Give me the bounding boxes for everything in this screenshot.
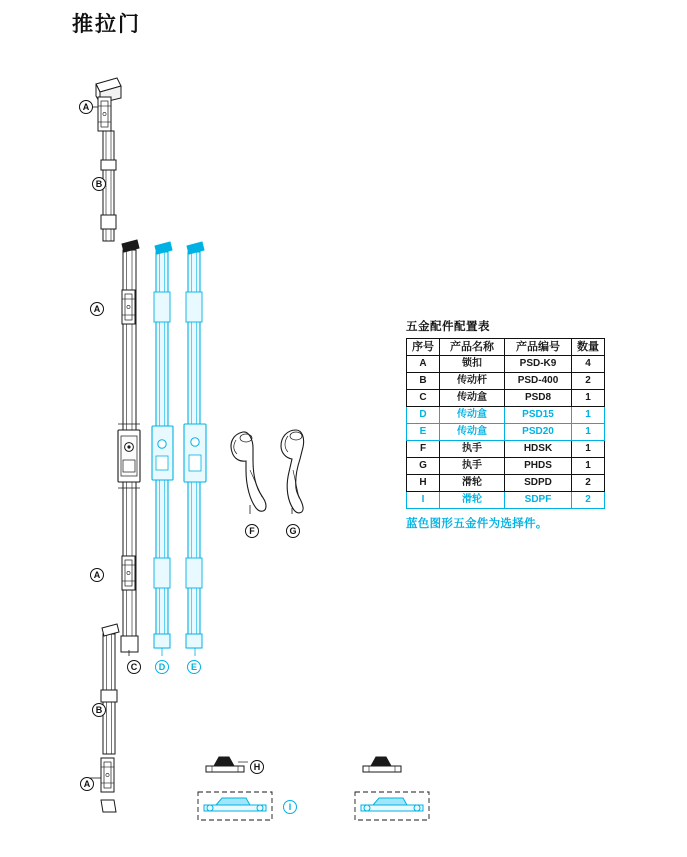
table-row [407, 407, 605, 424]
callout-badge-a: A [79, 100, 93, 114]
table-row [407, 424, 605, 441]
cell-qty: 2 [572, 373, 605, 390]
callout-badge-g: G [286, 524, 300, 538]
callout-badge-c: C [127, 660, 141, 674]
cell-code: PSD20 [505, 424, 572, 441]
cell-code: PSD8 [505, 390, 572, 407]
table-row [407, 356, 605, 373]
cell-name: 滑轮 [440, 475, 505, 492]
cell-index: B [407, 373, 440, 390]
callout-badge-a: A [90, 302, 104, 316]
table-row [407, 492, 605, 509]
cell-qty: 1 [572, 390, 605, 407]
cell-index: G [407, 458, 440, 475]
part-group-optional-rod-e [184, 242, 206, 656]
cell-code: PHDS [505, 458, 572, 475]
part-optional-roller-i-right [355, 792, 429, 820]
callout-badge-a: A [80, 777, 94, 791]
cell-name: 传动盒 [440, 390, 505, 407]
cell-name: 传动盒 [440, 407, 505, 424]
table-note: 蓝色图形五金件为选择件。 [406, 518, 548, 530]
callout-badge-e: E [187, 660, 201, 674]
table-row [407, 390, 605, 407]
part-optional-roller-i-left [198, 792, 272, 820]
cell-qty: 1 [572, 407, 605, 424]
cell-code: SDPF [505, 492, 572, 509]
cell-name: 执手 [440, 458, 505, 475]
column-header-index: 序号 [407, 339, 440, 356]
cell-qty: 4 [572, 356, 605, 373]
cell-qty: 2 [572, 475, 605, 492]
cell-name: 锁扣 [440, 356, 505, 373]
cell-code: PSD-400 [505, 373, 572, 390]
cell-code: SDPD [505, 475, 572, 492]
table-body [407, 356, 605, 509]
cell-index: I [407, 492, 440, 509]
callout-badge-h: H [250, 760, 264, 774]
callout-badge-f: F [245, 524, 259, 538]
cell-qty: 1 [572, 458, 605, 475]
callout-badge-a: A [90, 568, 104, 582]
column-header-qty: 数量 [572, 339, 605, 356]
cell-index: H [407, 475, 440, 492]
table-row [407, 373, 605, 390]
callout-badge-i: I [283, 800, 297, 814]
table-header-row [407, 339, 605, 356]
cell-index: D [407, 407, 440, 424]
cell-name: 滑轮 [440, 492, 505, 509]
cell-qty: 1 [572, 441, 605, 458]
cell-index: A [407, 356, 440, 373]
table-row [407, 475, 605, 492]
cell-index: E [407, 424, 440, 441]
cell-name: 传动盒 [440, 424, 505, 441]
part-group-center-black-rod [118, 240, 140, 656]
table-caption: 五金配件配置表 [406, 321, 490, 333]
cell-qty: 1 [572, 424, 605, 441]
column-header-code: 产品编号 [505, 339, 572, 356]
part-roller-h-second [363, 757, 401, 772]
table-row [407, 458, 605, 475]
part-roller-h [206, 757, 248, 772]
cell-code: HDSK [505, 441, 572, 458]
hardware-spec-table [406, 338, 605, 509]
cell-qty: 2 [572, 492, 605, 509]
part-group-top-left [88, 78, 121, 241]
cell-name: 执手 [440, 441, 505, 458]
page-title: 推拉门 [72, 13, 141, 36]
cell-code: PSD15 [505, 407, 572, 424]
column-header-name: 产品名称 [440, 339, 505, 356]
cell-name: 传动杆 [440, 373, 505, 390]
table-row [407, 441, 605, 458]
cell-index: C [407, 390, 440, 407]
part-handle-f [231, 432, 266, 514]
callout-badge-d: D [155, 660, 169, 674]
cell-code: PSD-K9 [505, 356, 572, 373]
part-group-optional-rod-d [152, 242, 173, 656]
callout-badge-b: B [92, 703, 106, 717]
callout-badge-b: B [92, 177, 106, 191]
hardware-spec-table-wrapper [406, 318, 605, 531]
cell-index: F [407, 441, 440, 458]
part-handle-g [281, 430, 304, 514]
